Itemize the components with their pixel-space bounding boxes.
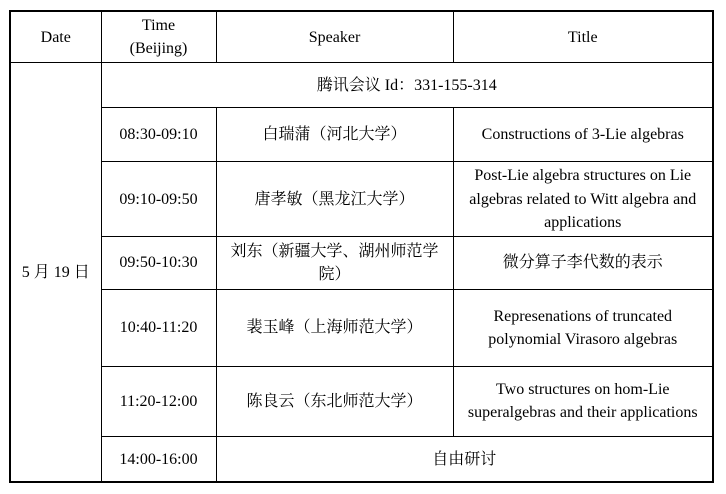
title-cell: 微分算子李代数的表示: [453, 236, 713, 289]
header-date: Date: [10, 11, 101, 63]
session-row: [10, 108, 713, 162]
schedule-table: [9, 10, 714, 483]
time-cell: 14:00-16:00: [101, 436, 216, 482]
meeting-id-cell: 腾讯会议 Id：331-155-314: [101, 63, 713, 108]
header-time: [101, 11, 216, 63]
speaker-cell: 裴玉峰（上海师范大学）: [216, 289, 453, 366]
title-cell: Represenations of truncated polynomial Virasoro algebras: [453, 289, 713, 366]
header-speaker: Speaker: [216, 11, 453, 63]
speaker-cell: 白瑞蒲（河北大学）: [216, 108, 453, 162]
time-cell: 09:10-09:50: [101, 162, 216, 237]
session-row: [10, 436, 713, 482]
time-cell: 09:50-10:30: [101, 236, 216, 289]
header-time-line2: (Beijing): [129, 40, 188, 58]
speaker-cell: 刘东（新疆大学、湖州师范学院）: [216, 236, 453, 289]
header-time-line1: Time: [141, 17, 176, 34]
meeting-id-row: [10, 63, 713, 108]
session-row: [10, 289, 713, 366]
time-cell: 10:40-11:20: [101, 289, 216, 366]
title-cell: Constructions of 3-Lie algebras: [453, 108, 713, 162]
speaker-cell: 陈良云（东北师范大学）: [216, 366, 453, 436]
session-row: [10, 366, 713, 436]
session-row: [10, 162, 713, 237]
header-row: [10, 11, 713, 63]
free-discussion-cell: 自由研讨: [216, 436, 713, 482]
date-cell: 5 月 19 日: [10, 63, 101, 483]
time-cell: 08:30-09:10: [101, 108, 216, 162]
title-cell: Two structures on hom-Lie superalgebras and their applications: [453, 366, 713, 436]
header-title: Title: [453, 11, 713, 63]
speaker-cell: 唐孝敏（黑龙江大学）: [216, 162, 453, 237]
time-cell: 11:20-12:00: [101, 366, 216, 436]
session-row: [10, 236, 713, 289]
title-cell: Post-Lie algebra structures on Lie algebras related to Witt algebra and applications: [453, 162, 713, 237]
